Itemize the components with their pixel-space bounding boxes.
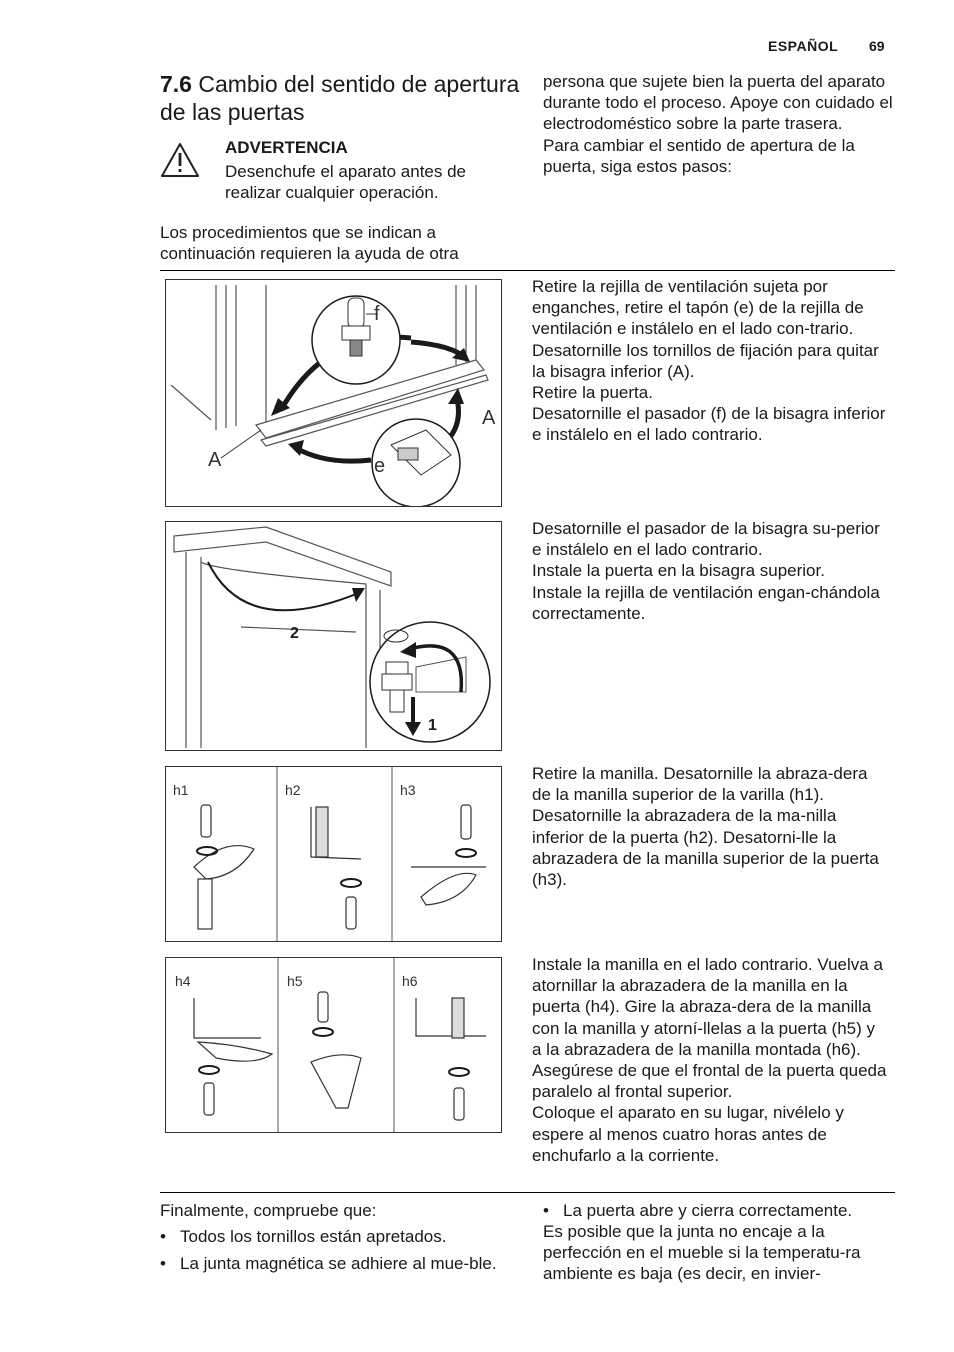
final-bullet-3 bbox=[543, 1200, 898, 1221]
label-h5: h5 bbox=[287, 973, 303, 989]
step-4-line-1: Instale la manilla en el lado contrario. Vuelva a atornillar la abrazadera de la manilla en la puerta (h4). Gire la abraza-dera de la manilla con la manilla y atorní-llelas a la puerta (h5) y a la abrazadera de la manilla montada (h6). bbox=[532, 955, 883, 1059]
figure-handle-removal bbox=[165, 766, 502, 942]
handle-install-illustration bbox=[166, 958, 501, 1132]
section-heading bbox=[160, 70, 520, 126]
step-4-line-3: Coloque el aparato en su lugar, nivélelo y espere al menos cuatro horas antes de enchufarlo a la corriente. bbox=[532, 1103, 844, 1165]
final-bullet-2-text: La junta magnética se adhiere al mue-ble. bbox=[180, 1254, 497, 1273]
step-1-line-4: Desatornille el pasador (f) de la bisagra inferior e instálelo en el lado contrario. bbox=[532, 404, 886, 445]
step-3-line-1: Retire la manilla. Desatornille la abraza-dera de la manilla superior de la varilla (h1). Desatornille la abrazadera de la ma-nilla inferior de la puerta (h2). Desatorni-lle la abrazadera de la manilla superior de la puerta (h3). bbox=[532, 764, 879, 890]
label-a-left: A bbox=[208, 449, 222, 471]
final-bullet-3-text: La puerta abre y cierra correctamente. bbox=[563, 1201, 853, 1220]
label-a-right: A bbox=[482, 407, 496, 429]
step-2-line-3: Instale la rejilla de ventilación engan-chándola correctamente. bbox=[532, 582, 880, 623]
step-2-text bbox=[532, 518, 887, 624]
intro-text-right-2: Para cambiar el sentido de apertura de la puerta, siga estos pasos: bbox=[543, 135, 855, 176]
figure-lower-hinge bbox=[165, 279, 502, 507]
final-bullet-1-text: Todos los tornillos están apretados. bbox=[180, 1227, 447, 1246]
lower-hinge-illustration bbox=[166, 280, 501, 506]
handle-removal-illustration bbox=[166, 767, 501, 941]
intro-text-left: Los procedimientos que se indican a continuación requieren la ayuda de otra bbox=[160, 223, 459, 264]
warning-triangle-icon bbox=[160, 142, 200, 178]
label-2: 2 bbox=[290, 625, 299, 642]
final-bullet-2 bbox=[160, 1253, 515, 1274]
label-h6: h6 bbox=[402, 973, 418, 989]
page-number: 69 bbox=[869, 38, 885, 54]
figure-handle-install bbox=[165, 957, 502, 1133]
section-title: Cambio del sentido de apertura de las puertas bbox=[160, 71, 520, 125]
step-1-line-1: Retire la rejilla de ventilación sujeta por enganches, retire el tapón (e) de la rejilla de ventilación e instálelo en el lado con-trario. bbox=[532, 277, 864, 339]
section-number: 7.6 bbox=[160, 71, 192, 97]
label-f: f bbox=[374, 303, 380, 325]
label-h3: h3 bbox=[400, 782, 416, 798]
intro-text-right-1: persona que sujete bien la puerta del aparato durante todo el proceso. Apoye con cuidado el electrodoméstico sobre la parte trasera. bbox=[543, 72, 893, 134]
step-2-line-2: Instale la puerta en la bisagra superior. bbox=[532, 561, 825, 581]
label-h4: h4 bbox=[175, 973, 191, 989]
label-1: 1 bbox=[428, 717, 437, 734]
final-continuation: Es posible que la junta no encaje a la perfección en el mueble si la temperatu-ra ambiente es baja (es decir, en invier- bbox=[543, 1222, 861, 1284]
bullet-dot: • bbox=[543, 1201, 549, 1220]
final-bullet-1 bbox=[160, 1226, 515, 1247]
warning-text: Desenchufe el aparato antes de realizar cualquier operación. bbox=[225, 162, 467, 203]
figure-upper-hinge bbox=[165, 521, 502, 751]
label-e: e bbox=[374, 455, 386, 477]
step-1-line-2: Desatornille los tornillos de fijación para quitar la bisagra inferior (A). bbox=[532, 340, 879, 381]
section-divider-bottom bbox=[160, 1192, 895, 1193]
bullet-dot: • bbox=[160, 1254, 166, 1273]
step-1-line-3: Retire la puerta. bbox=[532, 383, 653, 403]
step-1-text bbox=[532, 276, 887, 446]
step-3-text bbox=[532, 763, 887, 890]
warning-heading: ADVERTENCIA bbox=[225, 138, 348, 157]
step-4-text bbox=[532, 954, 887, 1166]
label-h1: h1 bbox=[173, 782, 189, 798]
intro-text-right bbox=[543, 71, 898, 177]
header-section-language: ESPAÑOL bbox=[768, 38, 839, 54]
bullet-dot: • bbox=[160, 1227, 166, 1246]
step-4-line-2: Asegúrese de que el frontal de la puerta queda paralelo al frontal superior. bbox=[532, 1061, 887, 1102]
upper-hinge-illustration bbox=[166, 522, 501, 750]
label-h2: h2 bbox=[285, 782, 301, 798]
section-divider-top bbox=[160, 270, 895, 271]
step-2-line-1: Desatornille el pasador de la bisagra su-perior e instálelo en el lado contrario. bbox=[532, 519, 880, 560]
final-lead: Finalmente, compruebe que: bbox=[160, 1201, 377, 1220]
